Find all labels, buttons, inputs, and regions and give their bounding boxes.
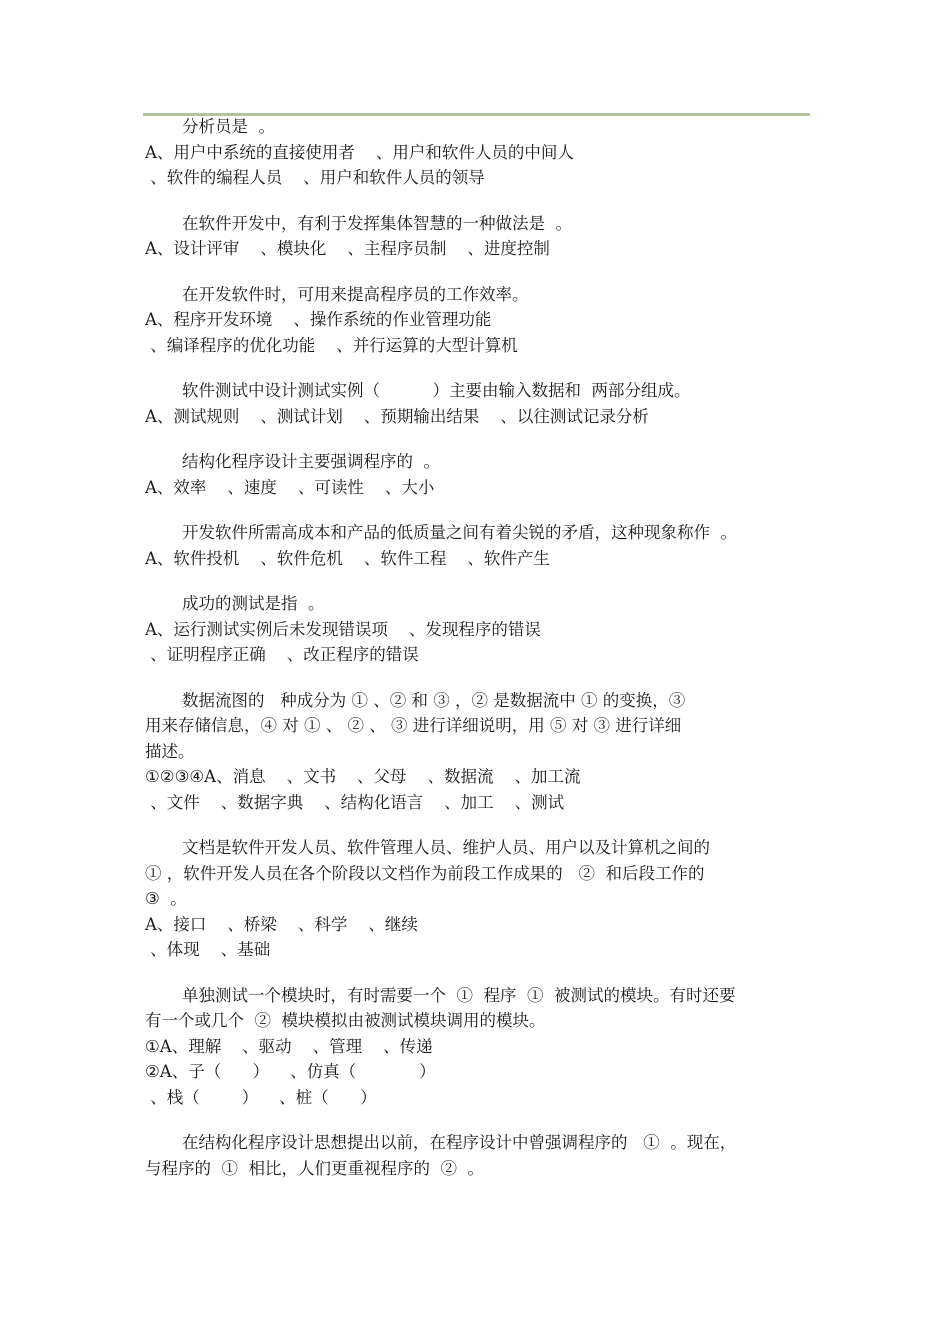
question-options: A、设计评审 、模块化 、主程序员制 、进度控制 (145, 239, 550, 258)
question-options: 、证明程序正确 、改正程序的错误 (145, 645, 419, 664)
question-options: A、测试规则 、测试计划 、预期输出结果 、以往测试记录分析 (145, 406, 649, 426)
question-stem: 成功的测试是指 。 (182, 594, 325, 613)
question-stem: 描述。 (145, 741, 195, 761)
question-stem: 开发软件所需高成本和产品的低质量之间有着尖锐的矛盾，这种现象称作 。 (182, 523, 737, 542)
question-stem: 在结构化程序设计思想提出以前，在程序设计中曾强调程序的 ① 。现在， (182, 1133, 737, 1152)
question-stem: 单独测试一个模块时，有时需要一个 ① 程序 ① 被测试的模块。有时还要 (182, 985, 736, 1005)
question-options: A、接口 、桥梁 、科学 、继续 (145, 914, 418, 934)
question-stem: ③ 。 (145, 889, 187, 908)
question-stem: 有一个或几个 ② 模块模拟由被测试模块调用的模块。 (145, 1011, 546, 1030)
question-options: 、体现 、基础 (145, 940, 271, 959)
question-stem: 数据流图的 种成分为 ① 、② 和 ③ ，② 是数据流中 ① 的变换，③ (182, 690, 686, 710)
question-options: ①A、理解 、驱动 、管理 、传递 (145, 1036, 433, 1056)
question-stem: 分析员是 。 (182, 117, 275, 136)
question-options: 、栈（ ） 、桩（ ） (145, 1087, 377, 1107)
question-options: A、效率 、速度 、可读性 、大小 (145, 477, 435, 497)
document-body (145, 114, 815, 1181)
question-options: 、软件的编程人员 、用户和软件人员的领导 (145, 168, 485, 187)
question-stem: 文档是软件开发人员、软件管理人员、维护人员、用户以及计算机之间的 (182, 838, 710, 857)
question-stem: 与程序的 ① 相比，人们更重视程序的 ② 。 (145, 1158, 484, 1178)
question-options: A、运行测试实例后未发现错误项 、发现程序的错误 (145, 619, 541, 639)
question-stem: 在开发软件时，可用来提高程序员的工作效率。 (182, 284, 529, 304)
question-options: ①②③④A、消息 、文书 、父母 、数据流 、加工流 (145, 767, 581, 786)
question-options: A、软件投机 、软件危机 、软件工程 、软件产生 (145, 548, 550, 568)
question-options: A、用户中系统的直接使用者 、用户和软件人员的中间人 (145, 142, 574, 162)
question-stem: 用来存储信息，④ 对 ① 、 ② 、 ③ 进行详细说明，用 ⑤ 对 ③ 进行详细 (145, 716, 682, 735)
question-options: A、程序开发环境 、操作系统的作业管理功能 (145, 310, 492, 329)
question-stem: 结构化程序设计主要强调程序的 。 (182, 452, 440, 471)
question-options: 、编译程序的优化功能 、并行运算的大型计算机 (145, 335, 518, 355)
question-stem: 在软件开发中，有利于发挥集体智慧的一种做法是 。 (182, 213, 572, 233)
question-stem: 软件测试中设计测试实例（ ）主要由输入数据和 两部分组成。 (182, 381, 691, 400)
question-stem: ① ，软件开发人员在各个阶段以文档作为前段工作成果的 ② 和后段工作的 (145, 863, 705, 883)
question-options: ②A、子（ ） 、仿真（ ） (145, 1062, 436, 1081)
question-options: 、文件 、数据字典 、结构化语言 、加工 、测试 (145, 792, 565, 812)
